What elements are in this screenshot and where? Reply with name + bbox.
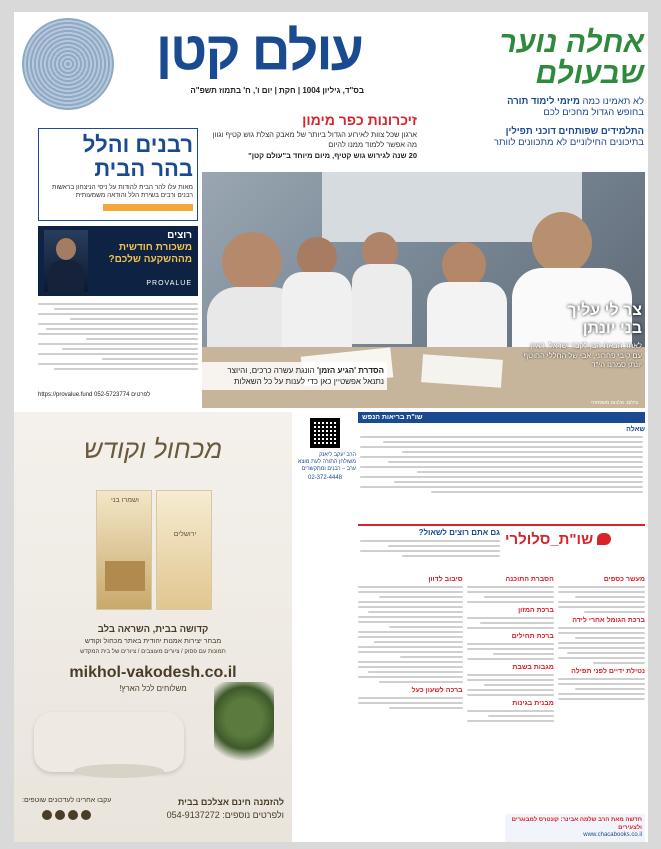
instagram-icon[interactable]	[68, 810, 78, 820]
torah-promo[interactable]	[424, 28, 644, 163]
whatsapp-icon[interactable]	[81, 810, 91, 820]
ad-cta-line1: להזמנה חינם אצלכם בבית	[177, 797, 284, 807]
ad-desc2: תמונות עם פסוק / ציורים מעוצבים / ציורים של בית המקדש	[80, 649, 226, 655]
topic-item[interactable]: ברכת הגומל אחרי לידה	[572, 617, 645, 624]
topic-item[interactable]: נטילת ידיים לפני תפילה	[571, 668, 645, 675]
ad-person-photo	[44, 230, 88, 292]
ask-title: גם אתם רוצים לשאול?	[418, 528, 500, 537]
phone-header	[505, 528, 645, 550]
rabbis-text: מאות עלו להר הבית להודות על ניסי הניצחון בראשות רבנים ורבים בשירת הלל והודאה משמעותית	[52, 184, 193, 199]
caption-text: הונגת עשרה כרכים, והיוצר נתנאל אפשטיין כאן כדי לענות על כל השאלות	[227, 366, 384, 386]
rabbis-tag	[103, 204, 193, 211]
feature-headline: זיכרונות כפר מימון	[302, 112, 417, 128]
ad-title-line1: רוצים	[167, 230, 192, 241]
promo-text-bold: מיזמי לימוד תורה	[507, 96, 580, 107]
caption-series: הסדרת 'הגיע הזמן'	[317, 366, 384, 375]
issue-line: בס"ד, גיליון 1004 | חקת | יום ו', ח' בתמוז תשפ"ה	[190, 86, 364, 95]
phone-footer[interactable]	[505, 814, 645, 842]
topic-col-1	[358, 576, 463, 816]
young-title-line1: צר לי עליך	[567, 302, 642, 319]
health-question-label: שאלה	[626, 426, 645, 433]
canvas-left-text: ושמרו בני	[111, 497, 139, 504]
youtube-icon[interactable]	[55, 810, 65, 820]
ad-url-sub: משלוחים לכל הארץ!	[119, 684, 187, 693]
topic-item[interactable]: מגבות בשבת	[512, 664, 554, 671]
feature-text: ארגון שכל צוות לאירוע הגדול ביותר של מאבק הצלת גוש קטיף וגוון מה אפשר ללמוד ממנו להיום	[212, 130, 417, 149]
topic-item[interactable]: ברכה לשעון כעל	[411, 687, 463, 694]
rabbis-box[interactable]	[38, 128, 198, 221]
plant	[214, 682, 274, 772]
promo-title-line2: שבעולם	[535, 57, 644, 90]
left-text-block	[38, 300, 198, 390]
promo-text	[424, 96, 644, 107]
qr-block[interactable]	[294, 412, 356, 522]
promo-text-line2: בחופש הגדול מחכים לכם	[543, 107, 644, 118]
feature-header[interactable]	[202, 112, 417, 172]
qr-caption: הרב יעקב ליאנק משולחן התורה לעת מוצא ערב – רבנים ומתקשרים	[297, 452, 356, 472]
social-icons	[42, 810, 91, 820]
feature-bold-line: 20 שנה לגירוש גוש קטיף, מיום מיוחד ב"עולם קטן"	[248, 151, 417, 160]
rabbis-title-line1: רבנים והלל	[82, 132, 193, 157]
promo-title-line1: אחלה נוער	[499, 26, 644, 59]
phone-footer-text: חדשה מאת הרב שלמה אבינר: קונטרס למבוגרים ולצעירים	[511, 817, 642, 831]
health-phone: 02-372-4448	[307, 475, 343, 481]
ad-title-line2: משכורת חודשית	[118, 242, 192, 253]
canvas-left	[96, 490, 152, 610]
topic-item[interactable]: סיבוב לדוון	[428, 576, 463, 583]
newspaper-page	[14, 12, 648, 842]
topic-columns	[358, 576, 645, 816]
promo-sub-bold: התלמידים שפותחים דוכני תפילין	[505, 126, 644, 137]
topic-item[interactable]: הסברת התוכנה	[505, 576, 554, 583]
ad-cta-line2[interactable]: ולפרטים נוספים: 054-9137272	[166, 810, 284, 820]
qr-code-icon[interactable]	[310, 418, 340, 448]
small-ad[interactable]	[38, 226, 198, 296]
canvas-right	[156, 490, 212, 610]
promo-sub-line: בתיכונים החילוניים לא מתכוונים לוותר	[493, 137, 644, 148]
ad-title-line3: מההשקעה שלכם?	[108, 254, 192, 265]
coffee-table	[74, 764, 164, 778]
health-section	[358, 412, 645, 522]
topic-col-2	[467, 576, 554, 816]
health-title: שו"ת בריאות הנפש	[362, 414, 423, 421]
ad-url[interactable]: mikhol-vakodesh.co.il	[69, 664, 237, 681]
ad-brand: PROVALUE	[146, 280, 192, 287]
ad-brand-title: מכחול וקודש	[83, 434, 223, 464]
topic-item[interactable]: מעשר כספים	[603, 576, 645, 583]
photo-credit: צילום: אלבום משפחתי	[591, 400, 638, 406]
ask-box[interactable]	[360, 528, 500, 574]
ad-tagline: קדושה בבית, השראה בלב	[97, 624, 209, 635]
young-story[interactable]	[522, 302, 642, 370]
canvas-right-text: ירושלים	[173, 531, 197, 538]
health-header	[358, 412, 645, 423]
young-title-line2: בני יונתן	[582, 320, 642, 337]
rabbis-title-line2: בהר הבית	[94, 156, 193, 181]
masthead-title: עולם קטן	[155, 21, 362, 81]
small-ad-url[interactable]: https://provalue.fund 052-5723774 לפרטים	[38, 392, 151, 398]
photo-caption[interactable]	[202, 362, 387, 390]
chat-bubble-icon	[597, 533, 611, 545]
topic-col-3	[558, 576, 645, 816]
phone-section	[358, 524, 645, 842]
topic-item[interactable]: ברכת תחילים	[511, 633, 554, 640]
young-text: לאחר הבאת הבן לקבר ישראל, ראיון עם קובי פחרוני, אבי של החללי החוטף יונתן סמרנו הי"ד	[523, 341, 642, 369]
promo-text-plain: לא תאמינו כמה	[582, 96, 644, 107]
art-ad[interactable]	[14, 412, 292, 842]
topic-item[interactable]: ברכת המזון	[518, 607, 554, 614]
logo-disc	[22, 18, 114, 110]
health-body	[358, 436, 645, 493]
ad-desc: מבחר יצירות אמנות יהודית באתר מכחול וקודש	[84, 638, 222, 645]
facebook-icon[interactable]	[42, 810, 52, 820]
topic-item[interactable]: מבנית בגינות	[512, 700, 554, 707]
phone-title: שו"ת_סלולרי	[505, 530, 594, 548]
ad-social-label: עקבו אחרינו לעדכונים שוטפים:	[22, 797, 112, 804]
sofa	[34, 712, 184, 772]
phone-website[interactable]: www.chacabooks.co.il	[583, 832, 642, 838]
